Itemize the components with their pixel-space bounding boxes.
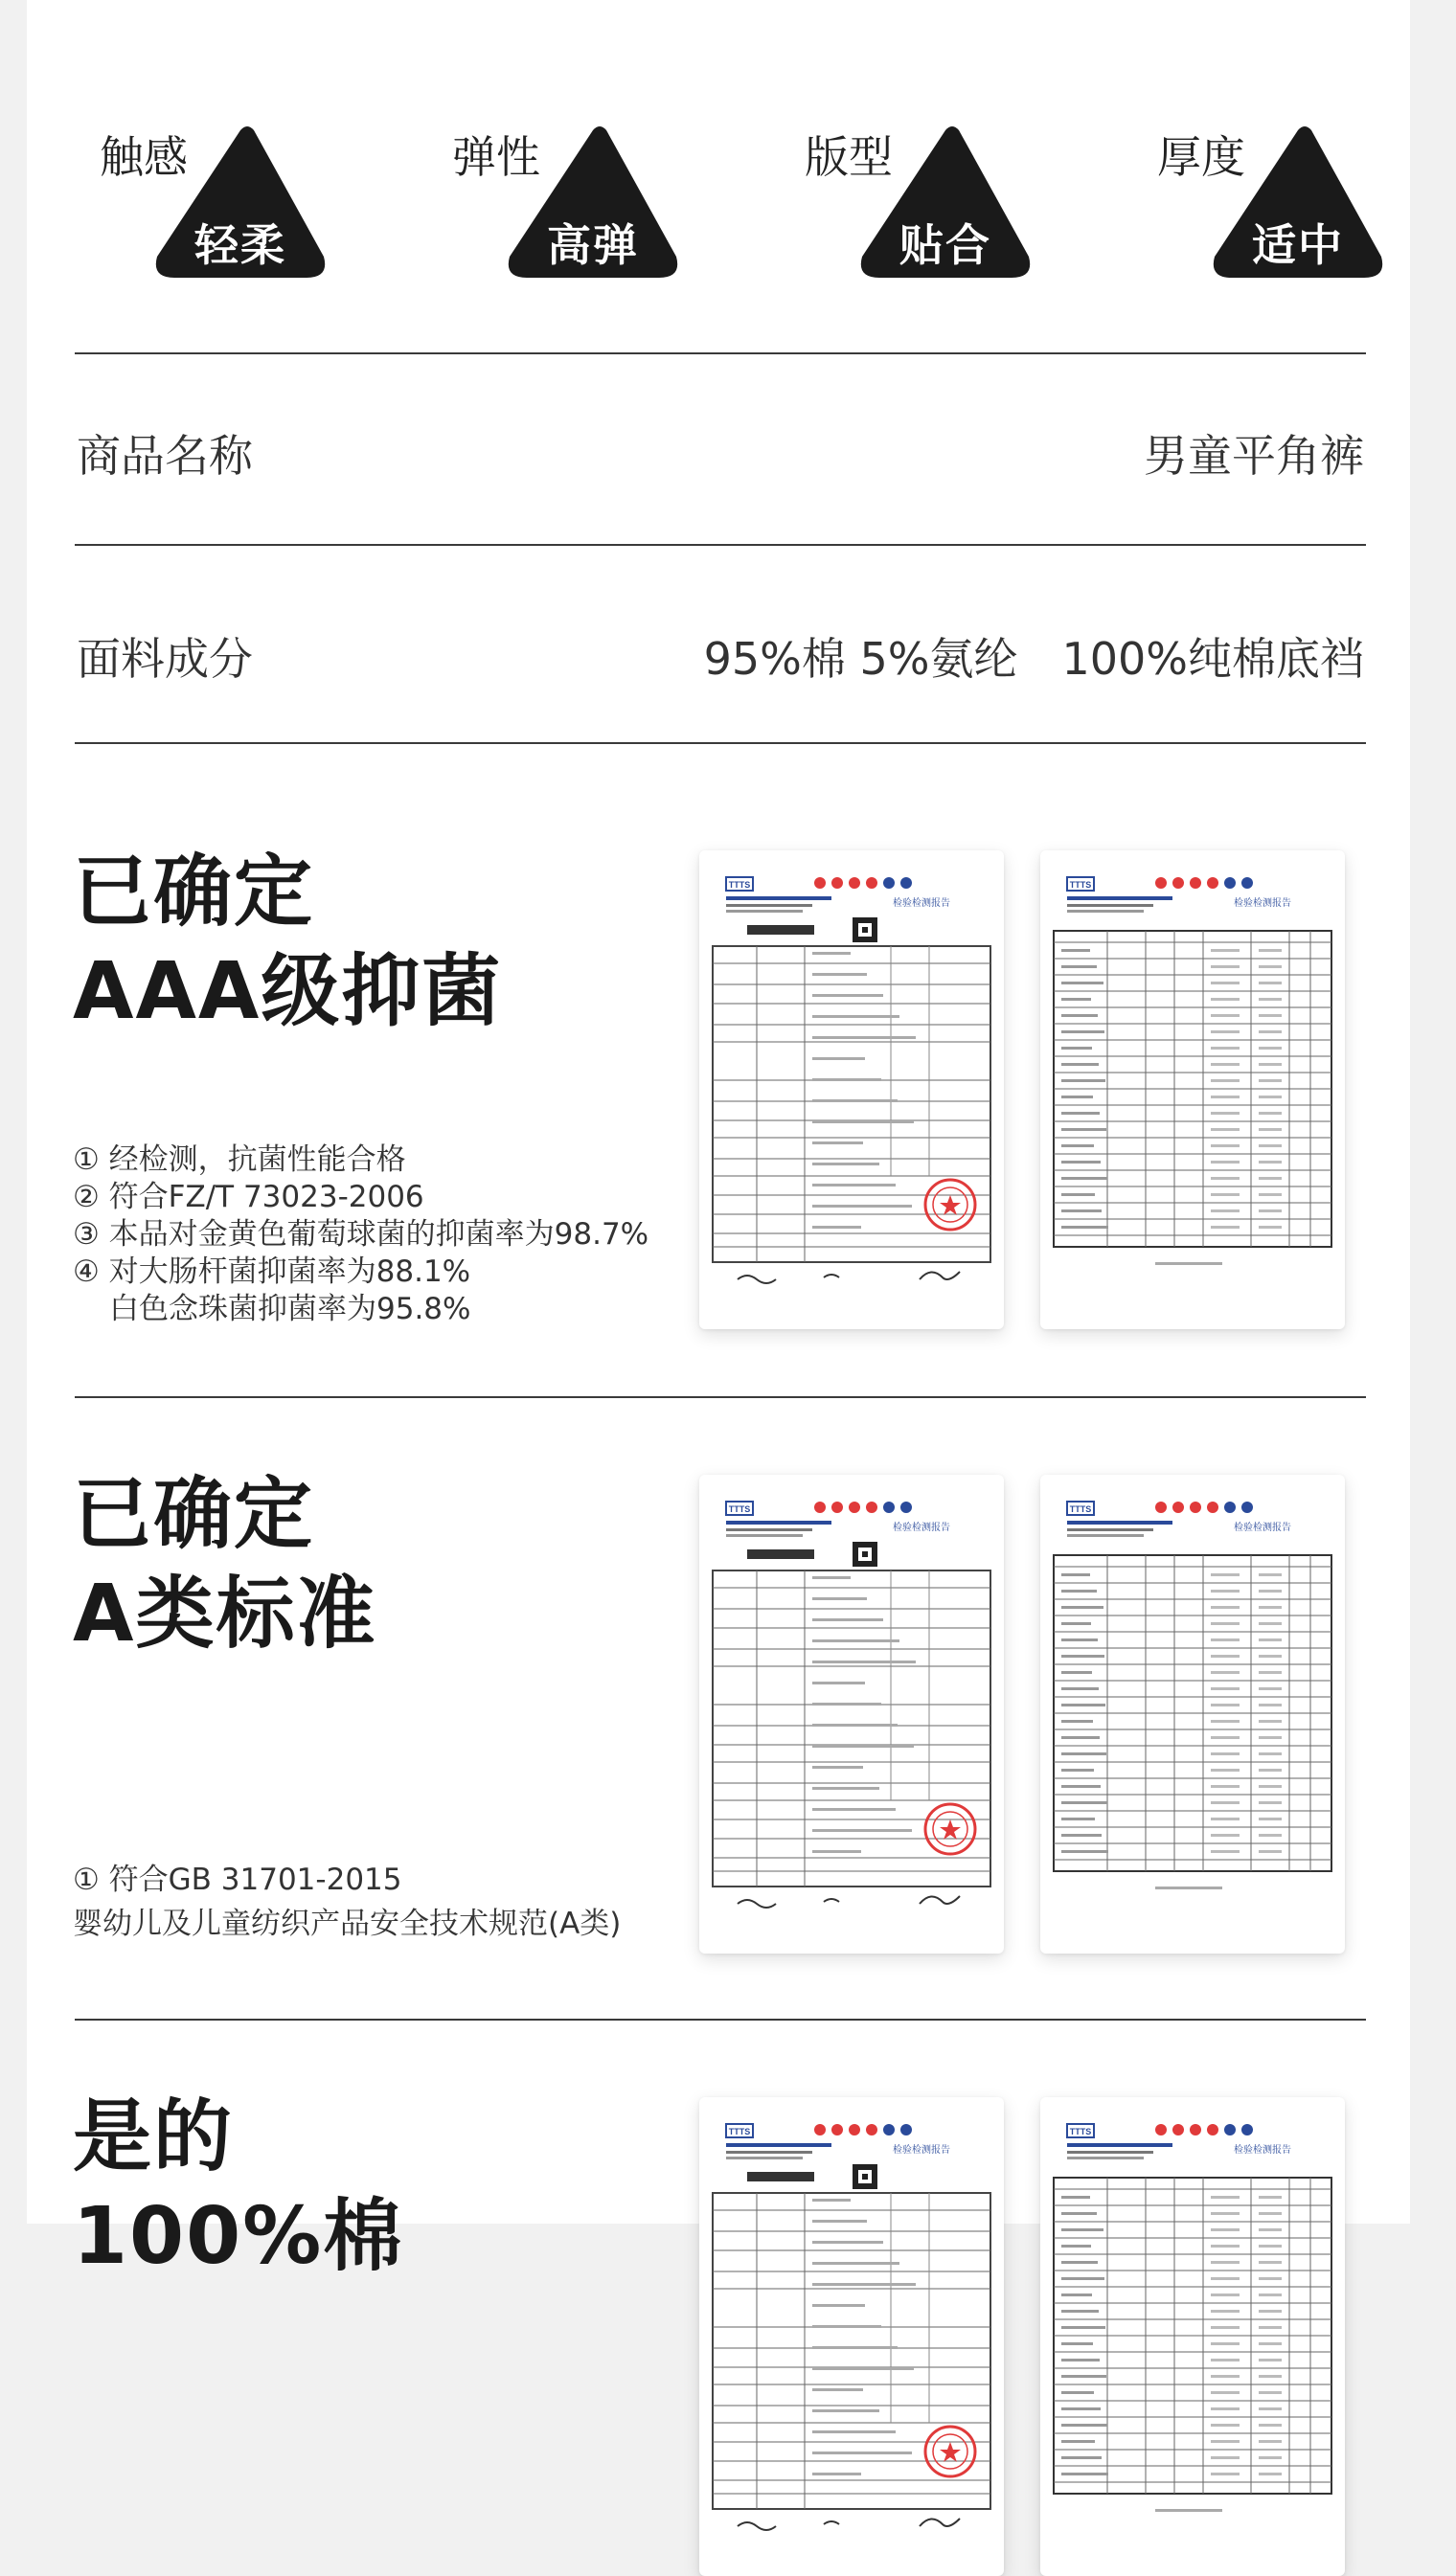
divider	[75, 742, 1366, 744]
test-report-table	[1040, 850, 1345, 1329]
cert-note: ② 符合FZ/T 73023-2006	[73, 1180, 424, 1214]
cert-title-line2: 100%棉	[73, 2191, 404, 2282]
attribute-value: 轻柔	[194, 219, 286, 271]
svg-text:检验检测报告: 检验检测报告	[1234, 2145, 1291, 2156]
svg-text:检验检测报告: 检验检测报告	[893, 1523, 950, 1533]
cert-title-line2: A类标准	[73, 1569, 377, 1660]
divider	[75, 2019, 1366, 2021]
divider	[75, 352, 1366, 354]
product-name-text: 男童平角裤	[1144, 430, 1364, 482]
attribute-thickness	[1111, 123, 1456, 285]
cert-section-cotton	[27, 2088, 1410, 2282]
attribute-label: 弹性	[452, 131, 540, 183]
cert-title-line2: AAA级抑菌	[73, 946, 503, 1037]
svg-text:TTTS: TTTS	[728, 880, 751, 890]
svg-text:检验检测报告: 检验检测报告	[893, 2145, 950, 2156]
svg-text:TTTS: TTTS	[1069, 880, 1092, 890]
attribute-label: 版型	[805, 131, 893, 183]
product-detail-page	[27, 0, 1410, 2282]
product-name-label: 商品名称	[77, 430, 253, 482]
svg-text:TTTS: TTTS	[728, 2127, 751, 2136]
svg-text:TTTS: TTTS	[728, 1504, 751, 1514]
attribute-row	[27, 0, 1410, 354]
svg-text:检验检测报告: 检验检测报告	[893, 898, 950, 909]
product-name-value	[1144, 421, 1364, 485]
cert-title-line1: 已确定	[73, 847, 315, 938]
svg-text:TTTS: TTTS	[1069, 2127, 1092, 2136]
attribute-fit	[759, 123, 1103, 285]
fabric-label: 面料成分	[77, 633, 253, 685]
cert-title	[73, 843, 502, 1042]
attribute-elasticity	[406, 123, 751, 285]
cert-notes	[73, 1858, 621, 1946]
test-report-table	[1040, 1475, 1345, 1954]
cert-note: 婴幼儿及儿童纺织产品安全技术规范(A类)	[73, 1907, 622, 1941]
cert-title-line1: 已确定	[73, 1469, 315, 1560]
cert-note: ④ 对大肠杆菌抑菌率为88.1%	[73, 1254, 471, 1289]
svg-text:TTTS: TTTS	[1069, 1504, 1092, 1514]
cert-note: ① 经检测，抗菌性能合格	[73, 1142, 406, 1177]
test-report-cover	[699, 850, 1004, 1329]
fabric-value	[704, 624, 1364, 688]
cert-title-line1: 是的	[73, 2091, 235, 2182]
svg-text:检验检测报告: 检验检测报告	[1234, 1523, 1291, 1533]
divider	[75, 1396, 1366, 1398]
cert-title	[73, 2088, 403, 2287]
attribute-value: 高弹	[547, 219, 639, 271]
svg-text:检验检测报告: 检验检测报告	[1234, 898, 1291, 909]
fabric-crotch: 100%纯棉底裆	[1061, 633, 1364, 685]
attribute-touch	[54, 123, 398, 285]
test-report-table	[1040, 2097, 1345, 2576]
cert-title	[73, 1465, 376, 1664]
cert-notes	[73, 1141, 648, 1328]
test-report-cover	[699, 1475, 1004, 1954]
cert-section-class-a	[27, 1465, 1410, 1963]
cert-note: 白色念珠菌抑菌率为95.8%	[109, 1292, 471, 1326]
attribute-value: 贴合	[899, 219, 991, 271]
cert-note: ③ 本品对金黄色葡萄球菌的抑菌率为98.7%	[73, 1217, 649, 1252]
attribute-label: 触感	[100, 131, 188, 183]
fabric-composition: 95%棉 5%氨纶	[703, 633, 1018, 685]
divider	[75, 544, 1366, 546]
attribute-value: 适中	[1252, 219, 1344, 271]
test-report-cover	[699, 2097, 1004, 2576]
attribute-label: 厚度	[1157, 131, 1245, 183]
cert-section-antibacterial	[27, 843, 1410, 1341]
cert-note: ① 符合GB 31701-2015	[73, 1863, 402, 1897]
